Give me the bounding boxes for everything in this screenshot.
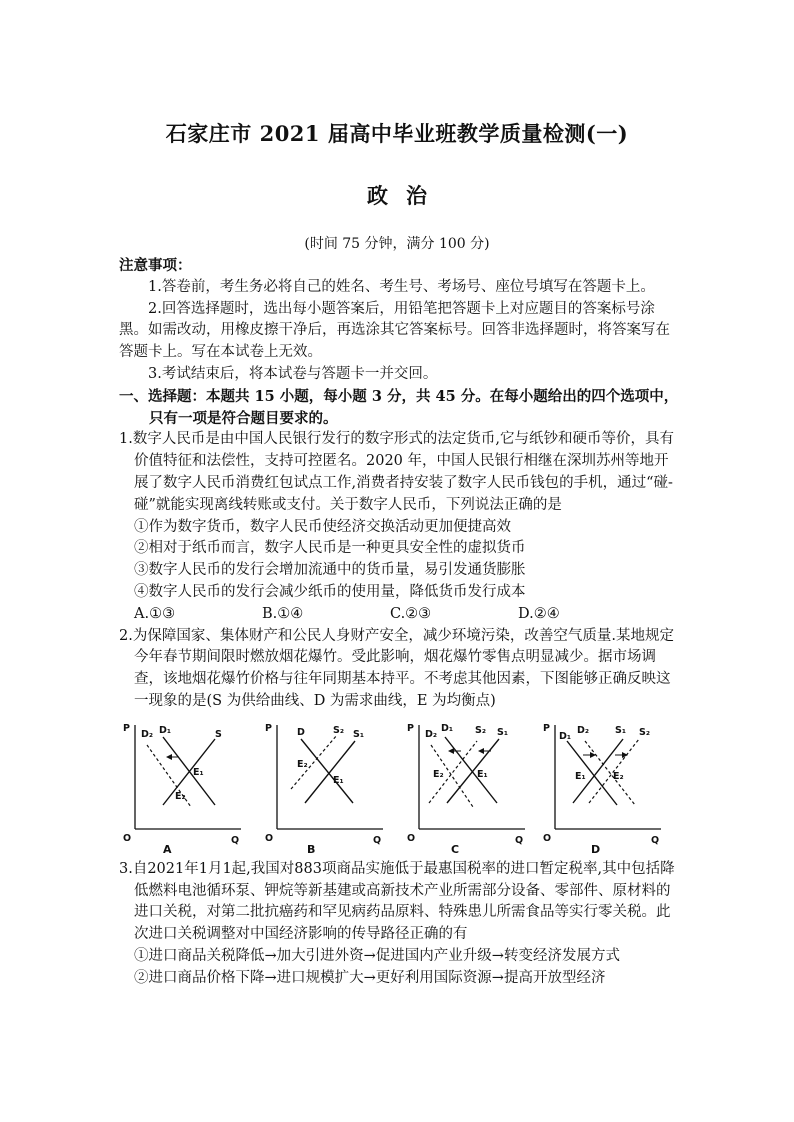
- label-s2: S₂: [475, 724, 487, 736]
- p-label: P: [265, 722, 272, 734]
- question-1-option: ③数字人民币的发行会增加流通中的货币量，易引发通货膨胀: [134, 562, 526, 579]
- section-heading: 一、选择题：本题共 15 小题，每小题 3 分，共 45 分。在每小题给出的四个选项中，只有一项是符合题目要求的。: [119, 387, 679, 427]
- question-2-stem: 2.为保障国家、集体财产和公民人身财产安全，减少环境污染，改善空气质量.某地规定今年春节期间限时燃放烟花爆竹。受此影响，烟花爆竹零售点明显减少。据市场调查，该地烟花爆竹价格与往年同期基本持平。不考虑其他因素，下图能够正确反映这一现象的是(S 为供给曲线、D 为需求曲线，E 为均衡点): [119, 627, 674, 709]
- question-1-stem: 1.数字人民币是由中国人民银行发行的数字形式的法定货币,它与纸钞和硬币等价，具有价值特征和法偿性，支持可控匿名。2020 年，中国人民银行相继在深圳苏州等地开展了数字人民币消费红包试点工作,消费者持安装了数字人民币钱包的手机，通过“碰-碰”就能实现离线转账或支付。关于数字人民币，下列说法正确的是: [119, 431, 674, 513]
- note-item: 1.答卷前，考生务必将自己的姓名、考生号、考场号、座位号填写在答题卡上。: [148, 278, 655, 295]
- graph-b: [261, 717, 389, 856]
- subject-title: 政治: [367, 183, 445, 208]
- choice-b: B.①④: [262, 605, 304, 622]
- question-3-option: ②进口商品价格下降→进口规模扩大→更好利用国际资源→提高开放型经济: [134, 969, 606, 986]
- label-s1: S₁: [615, 724, 627, 736]
- label-d1: D₁: [559, 730, 572, 742]
- supply-curve-s1: [305, 741, 355, 803]
- graph-a: [119, 717, 247, 856]
- question-1-option: ①作为数字货币，数字人民币使经济交换活动更加便捷高效: [134, 518, 511, 535]
- graph-b-svg: [261, 717, 389, 856]
- graph-c-svg: [403, 717, 531, 856]
- label-e2: E₂: [175, 790, 186, 802]
- graph-d-svg: [539, 717, 667, 856]
- graph-a-svg: [119, 717, 247, 856]
- q-label: Q: [515, 834, 524, 846]
- origin-label: O: [123, 832, 132, 844]
- graph-caption: A: [163, 842, 172, 856]
- question-1-option: ②相对于纸币而言，数字人民币是一种更具安全性的虚拟货币: [134, 540, 526, 557]
- label-s2: S₂: [639, 726, 651, 738]
- label-d1: D₁: [159, 724, 172, 736]
- graph-caption: D: [591, 842, 601, 856]
- label-s1: S₁: [497, 726, 509, 738]
- notes-heading: 注意事项：: [119, 257, 192, 274]
- graph-caption: C: [451, 842, 460, 856]
- question-1-choices: [119, 604, 679, 626]
- q-label: Q: [231, 834, 240, 846]
- label-d1: D₁: [441, 722, 454, 734]
- label-e2: E₂: [613, 770, 624, 782]
- choice-c: C.②③: [390, 605, 432, 622]
- question-1-option: ④数字人民币的发行会减少纸币的使用量，降低货币发行成本: [134, 583, 526, 600]
- label-e2: E₂: [433, 768, 444, 780]
- question-3-stem: 3.自2021年1月1起,我国对883项商品实施低于最惠国税率的进口暂定税率,其中包括降低燃料电池循环泵、钾烷等新基建或高新技术产业所需部分设备、零部件、原材料的进口关税，对第二批抗癌药和罕见病药品原料、特殊患儿所需食品等实行零关税。此次进口关税调整对中国经济影响的传导路径正确的有: [119, 860, 675, 943]
- question-3-option: ①进口商品关税降低→加大引进外资→促进国内产业升级→转变经济发展方式: [134, 947, 620, 964]
- demand-curve-d1: [445, 737, 497, 803]
- time-info: (时间 75 分钟，满分 100 分): [304, 236, 490, 252]
- choice-d: D.②④: [518, 605, 560, 622]
- choice-a: A.①③: [134, 605, 176, 622]
- label-s2: S₂: [333, 724, 345, 736]
- demand-curve-d: [301, 739, 353, 803]
- label-d2: D₂: [577, 724, 590, 736]
- supply-demand-graphs: [119, 717, 679, 856]
- origin-label: O: [407, 832, 416, 844]
- origin-label: O: [265, 832, 274, 844]
- origin-label: O: [543, 832, 552, 844]
- label-e1: E₁: [477, 768, 488, 780]
- label-e2: E₂: [297, 758, 308, 770]
- note-item: 3.考试结束后，将本试卷与答题卡一并交回。: [148, 365, 438, 382]
- exam-body: [119, 255, 679, 990]
- label-s: S: [215, 728, 222, 740]
- p-label: P: [123, 722, 130, 734]
- label-e1: E₁: [193, 766, 204, 778]
- note-item: 2.回答选择题时，选出每小题答案后，用铅笔把答题卡上对应题目的答案标号涂黑。如需改动，用橡皮擦干净后，再选涂其它答案标号。回答非选择题时，将答案写在答题卡上。写在本试卷上无效。: [119, 300, 670, 361]
- label-d2: D₂: [141, 728, 154, 740]
- label-s1: S₁: [353, 728, 365, 740]
- graph-caption: B: [307, 842, 316, 856]
- label-e1: E₁: [333, 774, 344, 786]
- label-d: D: [297, 726, 305, 738]
- p-label: P: [407, 722, 414, 734]
- p-label: P: [543, 722, 550, 734]
- q-label: Q: [651, 834, 660, 846]
- graph-c: [403, 717, 531, 856]
- label-e1: E₁: [575, 770, 586, 782]
- label-d2: D₂: [425, 728, 438, 740]
- q-label: Q: [373, 834, 382, 846]
- exam-title: 石家庄市 2021 届高中毕业班教学质量检测(一): [165, 121, 629, 146]
- graph-d: [539, 717, 667, 856]
